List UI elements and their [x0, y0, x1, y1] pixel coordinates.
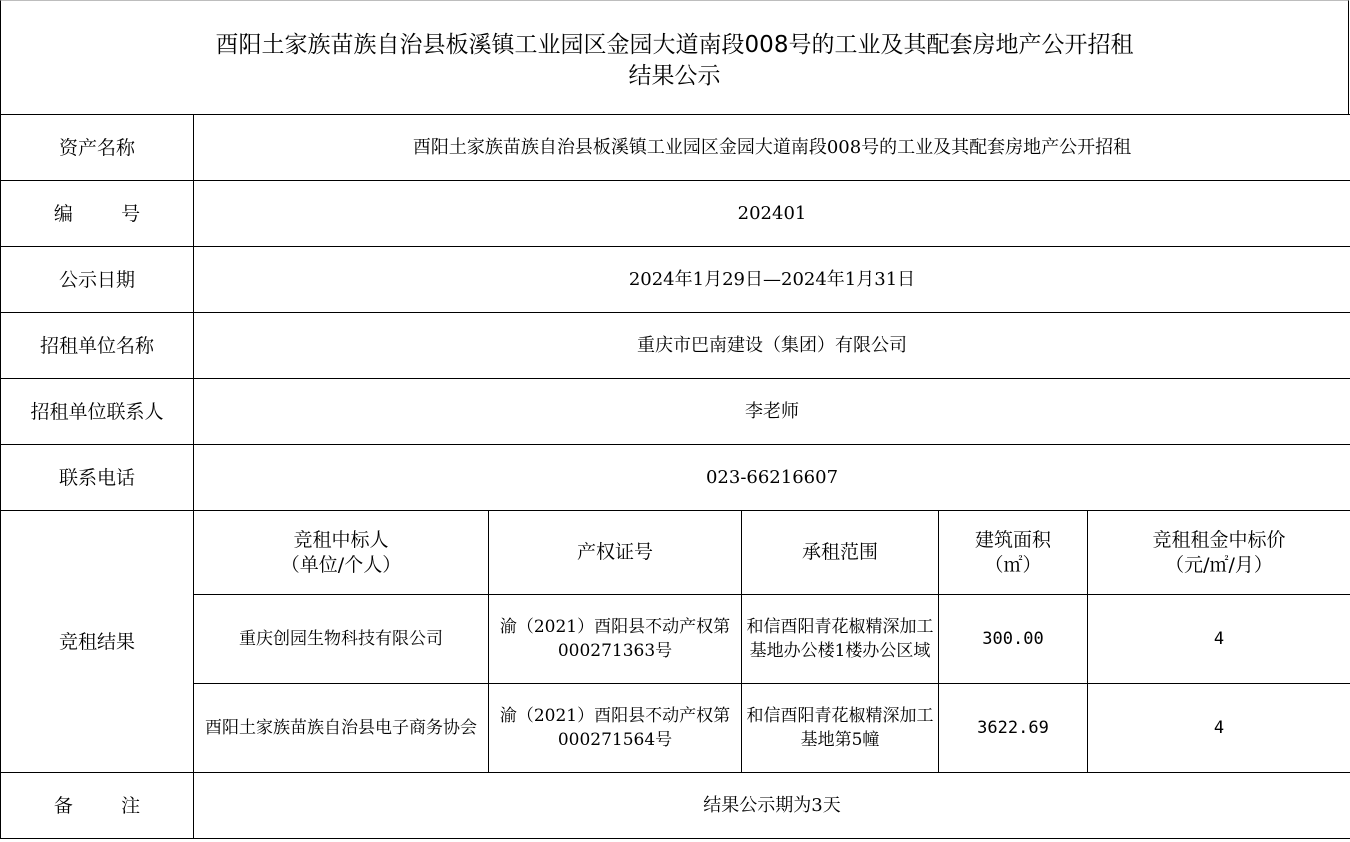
scope-header: 承租范围: [742, 511, 939, 595]
number-label: 编 号: [1, 181, 194, 247]
row-notice-date: [1, 247, 1350, 313]
remarks-value: 结果公示期为3天: [194, 773, 1350, 839]
title-block: [0, 0, 1349, 114]
number-value: 202401: [194, 181, 1350, 247]
cert-header: 产权证号: [489, 511, 742, 595]
contact-person-value: 李老师: [194, 379, 1350, 445]
price-header-line2: （元/㎡/月）: [1165, 553, 1273, 576]
scope-cell: 和信酉阳青花椒精深加工基地办公楼1楼办公区域: [742, 595, 939, 684]
price-cell: 4: [1088, 595, 1350, 684]
asset-name-label: 资产名称: [1, 115, 194, 181]
results-header-row: [1, 511, 1350, 595]
row-phone: [1, 445, 1350, 511]
table-row: [1, 595, 1350, 684]
table-row: [1, 684, 1350, 773]
area-header: [939, 511, 1088, 595]
asset-name-value: 酉阳土家族苗族自治县板溪镇工业园区金园大道南段008号的工业及其配套房地产公开招租: [194, 115, 1350, 181]
cert-cell: 渝（2021）酉阳县不动产权第000271564号: [489, 684, 742, 773]
row-lessor-name: [1, 313, 1350, 379]
area-header-line2: （㎡）: [984, 553, 1042, 576]
remarks-label: 备 注: [1, 773, 194, 839]
winner-header: [194, 511, 489, 595]
lessor-name-label: 招租单位名称: [1, 313, 194, 379]
price-cell: 4: [1088, 684, 1350, 773]
notice-table: [0, 114, 1350, 839]
scope-cell: 和信酉阳青花椒精深加工基地第5幢: [742, 684, 939, 773]
notice-date-label: 公示日期: [1, 247, 194, 313]
results-label: 竞租结果: [1, 511, 194, 773]
notice-date-value: 2024年1月29日—2024年1月31日: [194, 247, 1350, 313]
winner-cell: 重庆创园生物科技有限公司: [194, 595, 489, 684]
row-number: [1, 181, 1350, 247]
winner-cell: 酉阳土家族苗族自治县电子商务协会: [194, 684, 489, 773]
phone-value: 023-66216607: [194, 445, 1350, 511]
page-subtitle: 结果公示: [628, 63, 721, 89]
area-cell: 300.00: [939, 595, 1088, 684]
row-contact-person: [1, 379, 1350, 445]
row-asset-name: [1, 115, 1350, 181]
winner-header-line2: （单位/个人）: [280, 553, 402, 576]
price-header-line1: 竞租租金中标价: [1152, 528, 1286, 551]
cert-cell: 渝（2021）酉阳县不动产权第000271363号: [489, 595, 742, 684]
lessor-name-value: 重庆市巴南建设（集团）有限公司: [194, 313, 1350, 379]
page-title: 酉阳土家族苗族自治县板溪镇工业园区金园大道南段008号的工业及其配套房地产公开招租: [215, 32, 1134, 58]
row-remarks: [1, 773, 1350, 839]
contact-person-label: 招租单位联系人: [1, 379, 194, 445]
area-cell: 3622.69: [939, 684, 1088, 773]
phone-label: 联系电话: [1, 445, 194, 511]
area-header-line1: 建筑面积: [974, 528, 1051, 551]
price-header: [1088, 511, 1350, 595]
winner-header-line1: 竞租中标人: [293, 528, 389, 551]
